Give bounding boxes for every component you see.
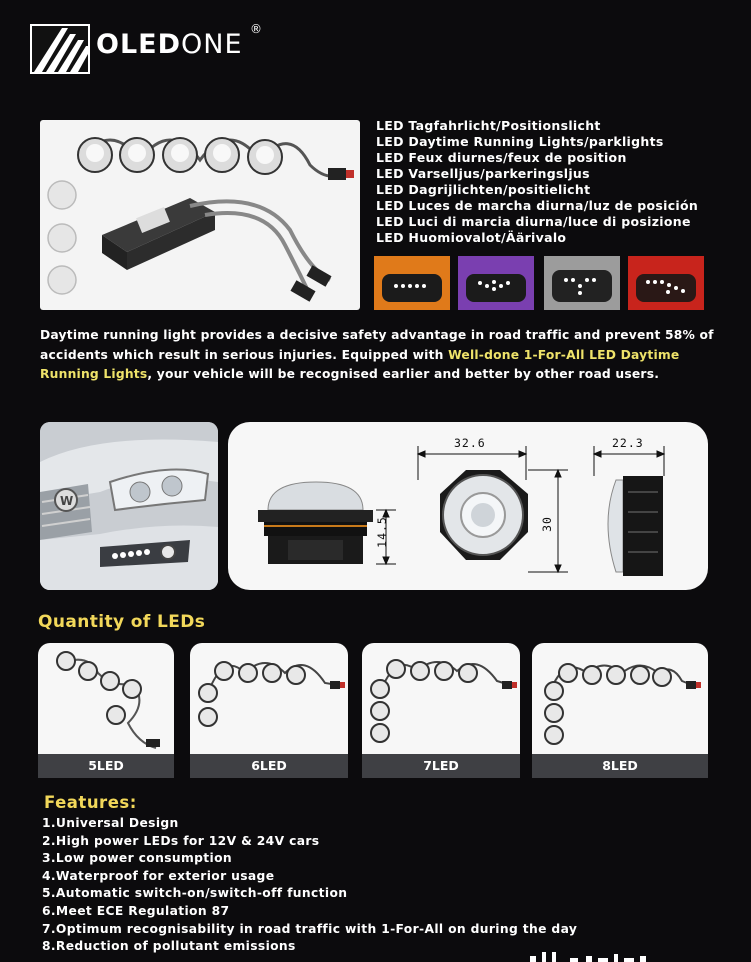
led-option-6 xyxy=(190,643,348,778)
features-list xyxy=(42,815,577,956)
feature-item: 4.Waterproof for exterior usage xyxy=(42,868,275,883)
dim-diameter-label: 32.6 xyxy=(454,436,486,450)
feature-item: 1.Universal Design xyxy=(42,816,179,830)
led-option-7 xyxy=(362,643,520,778)
car-front-photo xyxy=(40,422,218,590)
list-item: LED Tagfahrlicht/Positionslicht xyxy=(376,118,601,133)
brand-name: OLEDONE xyxy=(96,29,243,60)
cropped-text-fragment xyxy=(490,946,690,962)
led-option-5 xyxy=(38,643,174,778)
language-list xyxy=(376,118,698,246)
led-option-label: 6LED xyxy=(190,754,348,778)
dim-depth-label: 22.3 xyxy=(612,436,644,450)
car-thumb-orange xyxy=(374,256,450,310)
car-thumb-silver xyxy=(544,256,620,310)
list-item: LED Luci di marcia diurna/luce di posizione xyxy=(376,214,691,229)
car-thumb-red xyxy=(628,256,704,310)
led-side-view xyxy=(258,482,373,564)
features-heading: Features: xyxy=(44,793,137,812)
led-front-view xyxy=(440,470,528,560)
dimensions-diagram xyxy=(228,422,708,590)
list-item: LED Feux diurnes/feux de position xyxy=(376,150,627,165)
feature-item: 3.Low power consumption xyxy=(42,851,232,866)
car-thumb-purple xyxy=(458,256,534,310)
feature-item: 6.Meet ECE Regulation 87 xyxy=(42,903,230,918)
feature-item: 7.Optimum recognisability in road traffic with 1-For-All on during the day xyxy=(42,921,578,936)
list-item: LED Varselljus/parkeringsljus xyxy=(376,166,590,181)
feature-item: 8.Reduction of pollutant emissions xyxy=(42,939,296,954)
svg-text:W: W xyxy=(60,494,74,508)
list-item: LED Luces de marcha diurna/luz de posición xyxy=(376,198,699,213)
list-item: LED Daytime Running Lights/parklights xyxy=(376,134,664,149)
logo-mark-icon xyxy=(30,24,90,74)
list-item: LED Dagrijlichten/positielicht xyxy=(376,182,591,197)
quantity-heading: Quantity of LEDs xyxy=(38,612,206,632)
feature-item: 2.High power LEDs for 12V & 24V cars xyxy=(42,833,320,848)
led-option-label: 8LED xyxy=(532,754,708,778)
registered-mark: ® xyxy=(250,22,262,36)
list-item: LED Huomiovalot/Äärivalo xyxy=(376,230,567,245)
intro-paragraph: Daytime running light provides a decisive safety advantage in road traffic and prevent 58% of accidents which result in serious injuries. Equipped with Well-done 1-For-All LED Daytime Running Lights, your vehicle will be recognised earlier and better by other road users. xyxy=(40,328,714,382)
brand-logo xyxy=(30,24,270,76)
led-profile-view xyxy=(608,476,663,576)
dim-height-label: 14.5 xyxy=(374,516,389,548)
led-option-label: 5LED xyxy=(38,754,174,778)
intro-highlight: Well-done 1-For-All LED Daytime Running Lights xyxy=(40,347,680,382)
dim-width-label: 30 xyxy=(539,516,554,532)
product-photo xyxy=(40,120,360,310)
led-option-label: 7LED xyxy=(362,754,520,778)
led-option-8 xyxy=(532,643,708,778)
feature-item: 5.Automatic switch-on/switch-off function xyxy=(42,886,348,901)
